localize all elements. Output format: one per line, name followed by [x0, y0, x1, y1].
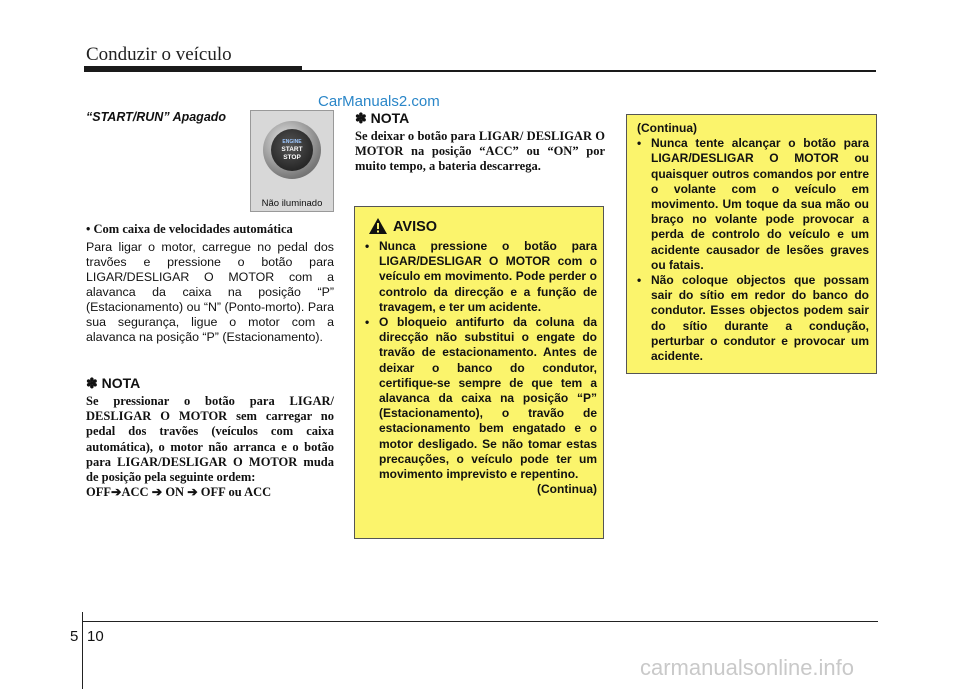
note-left-title	[86, 375, 334, 392]
footer-rule	[82, 621, 878, 622]
note-middle	[355, 110, 605, 175]
note-left	[86, 375, 334, 500]
page-header-title: Conduzir o veículo	[86, 44, 232, 65]
warning-box	[354, 206, 604, 539]
seq-off: OFF	[86, 485, 111, 500]
warning-item-text: Não coloque objectos que possam sair do sítio em redor do banco do condutor. Esses objectos podem sair do sítio durante a condução, perturbar o condutor e provocar um acidente.	[651, 273, 869, 364]
body-paragraph: Para ligar o motor, carregue no pedal dos travões e pressione o botão para LIGAR/DESLIGAR O MOTOR com a alavanca da caixa na posição “P” (Estacionamento) ou “N” (Ponto-morto). Para sua segurança, ligue o motor com a alavanca na posição “P” (Estacionamento).	[86, 240, 334, 344]
warning-item-text: Nunca tente alcançar o botão para LIGAR/DESLIGAR O MOTOR ou quaisquer outros comandos por entre o volante com o veículo em movimento. Um toque da sua mão ou braço no volante pode provocar a perda de controlo do veículo e um acidente causador de lesões graves ou fatais.	[651, 136, 869, 272]
warning-continued-heading: (Continua)	[637, 121, 697, 135]
warning-continued: (Continua)	[537, 482, 597, 497]
arrow-right-icon: ➔	[151, 485, 163, 500]
note-left-body: Se pressionar o botão para LIGAR/ DESLIGAR O MOTOR sem carregar no pedal dos travões (veículos com caixa automática), o motor não arranca e o botão para LIGAR/DESLIGAR O MOTOR muda de posição pela seguinte ordem:	[86, 394, 334, 485]
warning-box-continued	[626, 114, 877, 374]
warning-item: • Não coloque objectos que possam sair do sítio em redor do banco do condutor. Esses objectos podem sair do sítio durante a condução, perturbar o condutor e provocar um acidente.	[637, 273, 869, 364]
page-number: 10	[87, 628, 104, 645]
warning-item: • Nunca tente alcançar o botão para LIGAR/DESLIGAR O MOTOR ou quaisquer outros comandos por entre o volante com o veículo em movimento. Um toque da sua mão ou braço no volante pode provocar a perda de controlo do veículo e um acidente causador de lesões graves ou fatais.	[637, 136, 869, 272]
bullet-heading: • Com caixa de velocidades automática	[86, 222, 293, 236]
note-middle-title-text: NOTA	[370, 110, 410, 126]
seq-on: ON	[165, 485, 185, 500]
note-middle-title	[355, 110, 605, 127]
arrow-right-icon: ➔	[187, 485, 198, 500]
note-left-title-text: NOTA	[101, 375, 141, 391]
photo-caption: Não iluminado	[261, 198, 323, 209]
header-rule	[302, 70, 876, 72]
section-heading: “START/RUN” Apagado	[86, 110, 227, 124]
watermark-carmanualsonline: carmanualsonline.info	[640, 655, 855, 680]
warning-item: • Nunca pressione o botão para LIGAR/DESLIGAR O MOTOR com o veículo em movimento. Pode perder o controlo da direcção e a função de travagem, e ter um acidente.	[365, 239, 597, 314]
note-middle-body: Se deixar o botão para LIGAR/ DESLIGAR O MOTOR na posição “ACC” ou “ON” por muito tempo, a bateria descarrega.	[355, 129, 605, 174]
chapter-number: 5	[70, 628, 79, 645]
start-stop-knob	[263, 121, 321, 179]
note-star-icon: ✽	[86, 375, 98, 391]
warning-item: • O bloqueio antifurto da coluna da direcção não substitui o engate do travão de estacionamento. Antes de deixar o banco do condutor, certifique-se sempre de que tem a alavanca da caixa na posição “P” (Estacionamento), o travão de estacionamento bem engatado e o motor desligado. Se não tomar estas precauções, o veículo pode ter um movimento imprevisto e repentino.	[365, 315, 597, 482]
warning-triangle-icon	[368, 217, 388, 235]
warning-item-text: O bloqueio antifurto da coluna da direcção não substitui o engate do travão de estacionamento. Antes de deixar o banco do condutor, certifique-se sempre de que tem a alavanca da caixa na posição “P” (Estacionamento), o travão de estacionamento bem engatado e o motor desligado. Se não tomar estas precauções, o veículo pode ter um movimento imprevisto e repentino.	[379, 315, 597, 482]
seq-off-acc: OFF ou ACC	[200, 485, 272, 500]
knob-line-engine: ENGINE	[282, 139, 302, 145]
warning-list-continued	[637, 121, 869, 364]
knob-line-start: START	[281, 146, 303, 153]
header-bar	[84, 66, 302, 72]
warning-item-text: Nunca pressione o botão para LIGAR/DESLIGAR O MOTOR com o veículo em movimento. Pode perder o controlo da direcção e a função de travagem, e ter um acidente.	[379, 239, 597, 314]
arrow-right-icon: ➔	[111, 485, 122, 500]
note-star-icon: ✽	[355, 110, 367, 126]
footer-divider	[82, 612, 83, 689]
knob-line-stop: STOP	[283, 154, 301, 161]
start-stop-label	[271, 129, 313, 171]
note-left-sequence	[86, 485, 334, 500]
warning-list	[365, 239, 597, 497]
engine-start-button-photo	[250, 110, 334, 212]
warning-title: AVISO	[393, 219, 438, 235]
watermark-carmanuals2: CarManuals2.com	[318, 93, 440, 110]
seq-acc: ACC	[121, 485, 149, 500]
